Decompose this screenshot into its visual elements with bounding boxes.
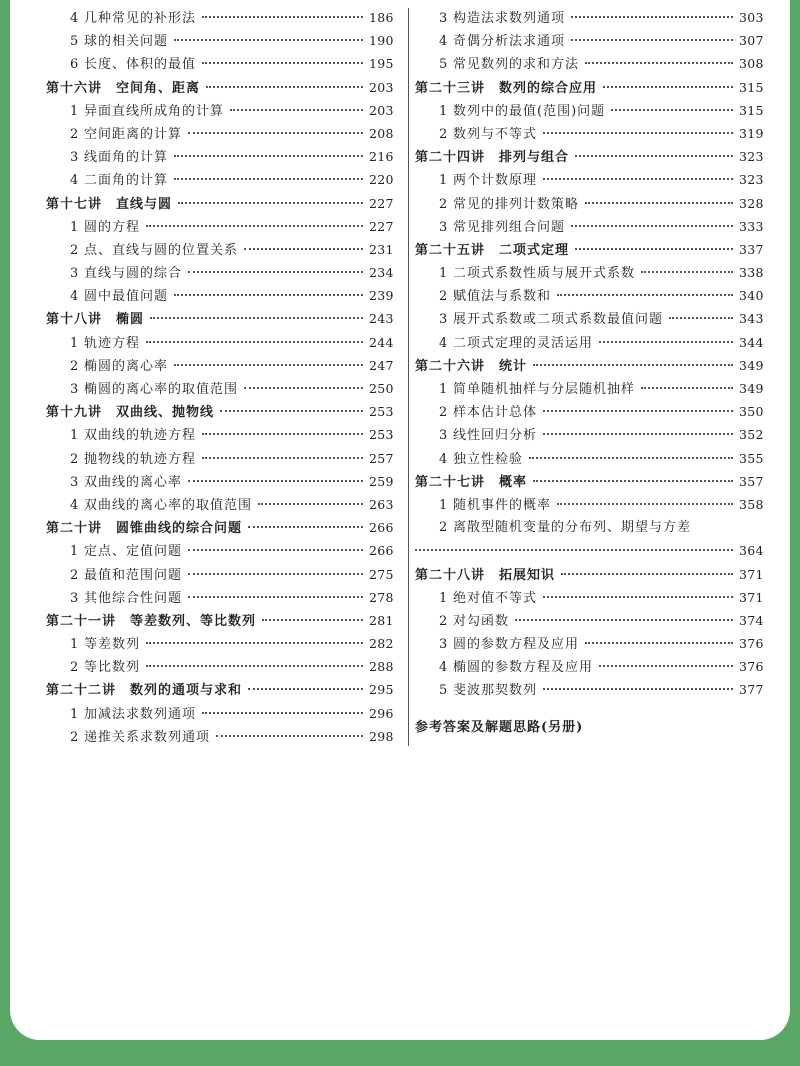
toc-section-entry[interactable] <box>46 331 393 354</box>
section-number: 1 <box>70 335 79 351</box>
dot-leader <box>557 502 733 505</box>
toc-section-entry[interactable] <box>46 168 393 191</box>
dot-leader <box>146 641 363 644</box>
section-title: 异面直线所成角的计算 <box>84 103 225 119</box>
section-number: 1 <box>70 219 79 235</box>
toc-section-entry[interactable] <box>415 99 763 122</box>
page-number: 295 <box>369 682 394 698</box>
section-number: 1 <box>439 266 448 282</box>
page-number: 333 <box>739 218 764 234</box>
page-number: 296 <box>369 705 394 721</box>
page-number: 303 <box>739 10 764 25</box>
toc-section-entry[interactable] <box>46 563 393 586</box>
dot-leader <box>543 687 733 690</box>
toc-section-entry[interactable] <box>415 632 763 655</box>
chapter-title: 第十八讲 椭圆 <box>46 312 145 328</box>
toc-section-entry[interactable] <box>415 284 763 307</box>
page-number: 364 <box>739 543 764 559</box>
toc-section-entry[interactable] <box>46 145 393 168</box>
page-number: 308 <box>739 56 764 72</box>
dot-leader <box>188 131 363 134</box>
dot-leader <box>575 154 733 157</box>
toc-chapter-entry[interactable] <box>46 192 393 215</box>
page-number: 340 <box>739 288 764 304</box>
toc-section-entry[interactable] <box>46 29 393 52</box>
section-number: 2 <box>70 451 79 467</box>
section-number: 1 <box>70 637 79 653</box>
chapter-title: 第十六讲 空间角、距离 <box>46 80 201 96</box>
section-title: 圆的方程 <box>84 219 141 235</box>
toc-section-entry[interactable] <box>415 261 763 284</box>
toc-section-entry[interactable] <box>46 539 393 562</box>
toc-section-entry[interactable] <box>46 725 393 748</box>
section-title: 递推关系求数列通项 <box>84 729 211 745</box>
toc-chapter-entry[interactable] <box>415 470 763 493</box>
section-number: 1 <box>439 173 448 189</box>
toc-section-entry[interactable] <box>415 516 763 539</box>
page-number: 253 <box>369 427 394 443</box>
dot-leader <box>188 548 363 551</box>
section-number: 2 <box>70 660 79 676</box>
page-number: 350 <box>739 404 764 420</box>
toc-section-entry[interactable] <box>415 493 763 516</box>
dot-leader <box>248 525 363 528</box>
dot-leader <box>202 432 363 435</box>
page-number: 307 <box>739 33 764 49</box>
section-title: 常见的排列计数策略 <box>453 196 580 212</box>
page-number: 328 <box>739 195 764 211</box>
dot-leader <box>202 61 363 64</box>
toc-section-entry[interactable] <box>46 284 393 307</box>
dot-leader <box>515 618 733 621</box>
toc-section-entry[interactable] <box>415 400 763 423</box>
section-number: 4 <box>70 173 79 189</box>
section-number: 4 <box>439 34 448 50</box>
dot-leader <box>529 456 733 459</box>
dot-leader <box>641 270 733 273</box>
section-number: 2 <box>70 729 79 745</box>
section-number: 1 <box>70 103 79 119</box>
section-number: 1 <box>439 382 448 397</box>
chapter-title: 第二十八讲 拓展知识 <box>415 567 556 583</box>
dot-leader <box>248 687 363 690</box>
section-title: 轨迹方程 <box>84 335 141 351</box>
section-title: 二项式定理的灵活运用 <box>453 335 594 351</box>
section-number: 2 <box>70 358 79 374</box>
section-number: 5 <box>70 34 79 50</box>
dot-leader <box>146 664 363 667</box>
section-number: 1 <box>70 428 79 444</box>
page-number: 298 <box>369 728 394 744</box>
toc-section-entry[interactable] <box>46 122 393 145</box>
page-number: 266 <box>369 543 394 559</box>
section-title: 线面角的计算 <box>84 150 169 166</box>
dot-leader <box>543 177 733 180</box>
section-title: 加减法求数列通项 <box>84 706 197 722</box>
toc-section-entry[interactable] <box>46 354 393 377</box>
toc-right-column <box>415 6 763 739</box>
page-number: 247 <box>369 357 394 373</box>
toc-section-entry[interactable] <box>415 192 763 215</box>
section-number: 2 <box>70 567 79 583</box>
dot-leader <box>206 85 363 88</box>
dot-leader <box>230 108 363 111</box>
toc-section-entry[interactable] <box>46 586 393 609</box>
page-number: 227 <box>369 195 394 211</box>
dot-leader <box>543 432 733 435</box>
dot-leader <box>571 38 733 41</box>
dot-leader <box>669 316 733 319</box>
toc-chapter-entry[interactable] <box>415 563 763 586</box>
section-title: 随机事件的概率 <box>453 497 552 513</box>
toc-section-entry-continuation[interactable] <box>415 539 763 562</box>
section-title: 定点、定值问题 <box>84 544 183 560</box>
chapter-title: 第二十三讲 数列的综合应用 <box>415 80 598 96</box>
section-title: 数列中的最值(范围)问题 <box>453 103 606 119</box>
dot-leader <box>150 316 363 319</box>
section-title: 椭圆的离心率的取值范围 <box>84 382 239 397</box>
section-number: 3 <box>439 637 448 653</box>
section-title: 空间距离的计算 <box>84 126 183 142</box>
section-title: 奇偶分析法求通项 <box>453 34 566 50</box>
section-number: 3 <box>439 428 448 444</box>
dot-leader <box>220 409 363 412</box>
dot-leader <box>603 85 733 88</box>
dot-leader <box>571 15 733 18</box>
dot-leader <box>557 293 733 296</box>
page-number: 371 <box>739 589 764 605</box>
section-number: 2 <box>439 196 448 212</box>
page-number: 186 <box>369 10 394 25</box>
page-number: 282 <box>369 636 394 652</box>
section-title: 直线与圆的综合 <box>84 266 183 282</box>
section-title: 双曲线的离心率的取值范围 <box>84 497 253 513</box>
dot-leader <box>202 15 363 18</box>
page-number: 259 <box>369 473 394 489</box>
toc-section-entry[interactable] <box>415 655 763 678</box>
section-number: 1 <box>439 103 448 119</box>
chapter-title: 第二十一讲 等差数列、等比数列 <box>46 613 257 629</box>
dot-leader <box>641 386 733 389</box>
section-number: 5 <box>439 683 448 699</box>
page-number: 227 <box>369 218 394 234</box>
toc-section-entry[interactable] <box>46 632 393 655</box>
toc-chapter-entry[interactable] <box>415 354 763 377</box>
dot-leader <box>174 177 363 180</box>
dot-leader <box>585 201 733 204</box>
page-number: 216 <box>369 149 394 165</box>
chapter-title: 第二十二讲 数列的通项与求和 <box>46 683 243 699</box>
page-number: 358 <box>739 496 764 512</box>
toc-section-entry[interactable] <box>415 52 763 75</box>
page-number: 374 <box>739 612 764 628</box>
dot-leader <box>188 572 363 575</box>
section-title: 斐波那契数列 <box>453 683 538 699</box>
toc-section-entry[interactable] <box>46 470 393 493</box>
dot-leader <box>599 340 733 343</box>
section-title: 圆的参数方程及应用 <box>453 637 580 653</box>
toc-chapter-entry[interactable] <box>46 516 393 539</box>
section-number: 2 <box>70 126 79 142</box>
section-number: 3 <box>70 590 79 606</box>
section-title: 双曲线的轨迹方程 <box>84 428 197 444</box>
section-number: 4 <box>70 11 79 26</box>
page-number: 257 <box>369 450 394 466</box>
dot-leader <box>174 154 363 157</box>
dot-leader <box>533 363 733 366</box>
page-number: 323 <box>739 149 764 165</box>
toc-section-entry[interactable] <box>415 307 763 330</box>
page-number: 190 <box>369 33 394 49</box>
chapter-title: 第二十五讲 二项式定理 <box>415 242 570 258</box>
toc-section-entry[interactable] <box>46 377 393 400</box>
toc-section-entry[interactable] <box>415 6 763 29</box>
page-number: 281 <box>369 612 394 628</box>
answer-key-reference[interactable]: 参考答案及解题思路(另册) <box>415 719 584 735</box>
section-title: 展开式系数或二项式系数最值问题 <box>453 312 664 328</box>
dot-leader <box>543 595 733 598</box>
page-number: 357 <box>739 473 764 489</box>
toc-page <box>10 0 790 1040</box>
section-title: 圆中最值问题 <box>84 289 169 305</box>
section-title: 等差数列 <box>84 637 141 653</box>
dot-leader <box>262 618 363 621</box>
toc-section-entry[interactable] <box>46 423 393 446</box>
dot-leader <box>216 734 363 737</box>
toc-section-entry[interactable] <box>415 122 763 145</box>
dot-leader <box>611 108 733 111</box>
page-number: 344 <box>739 334 764 350</box>
section-title: 绝对值不等式 <box>453 590 538 606</box>
section-title: 离散型随机变量的分布列、期望与方差 <box>453 520 692 536</box>
page-number: 371 <box>739 566 764 582</box>
page-number: 319 <box>739 125 764 141</box>
page-number: 203 <box>369 79 394 95</box>
page-number: 244 <box>369 334 394 350</box>
dot-leader <box>146 224 363 227</box>
chapter-title: 第二十讲 圆锥曲线的综合问题 <box>46 521 243 537</box>
toc-section-entry[interactable] <box>415 29 763 52</box>
section-title: 样本估计总体 <box>453 405 538 421</box>
section-number: 3 <box>439 312 448 328</box>
toc-chapter-entry[interactable] <box>46 400 393 423</box>
page-number: 343 <box>739 311 764 327</box>
section-title: 二项式系数性质与展开式系数 <box>453 266 636 282</box>
dot-leader <box>146 340 363 343</box>
toc-chapter-entry[interactable] <box>415 145 763 168</box>
page-number: 208 <box>369 125 394 141</box>
section-title: 球的相关问题 <box>84 34 169 50</box>
section-number: 1 <box>70 544 79 560</box>
dot-leader <box>174 38 363 41</box>
section-number: 1 <box>70 706 79 722</box>
toc-chapter-entry[interactable] <box>46 76 393 99</box>
section-number: 4 <box>439 660 448 676</box>
toc-section-entry[interactable] <box>415 215 763 238</box>
toc-chapter-entry[interactable] <box>46 307 393 330</box>
dot-leader <box>244 247 363 250</box>
page-number: 234 <box>369 265 394 281</box>
dot-leader <box>178 201 363 204</box>
dot-leader <box>188 479 363 482</box>
dot-leader <box>174 363 363 366</box>
toc-chapter-entry[interactable] <box>46 609 393 632</box>
section-title: 长度、体积的最值 <box>84 57 197 73</box>
section-title: 常见数列的求和方法 <box>453 57 580 73</box>
dot-leader <box>258 502 363 505</box>
section-title: 对勾函数 <box>453 613 510 629</box>
dot-leader <box>533 479 733 482</box>
toc-left-column <box>46 6 393 748</box>
page-number: 243 <box>369 311 394 327</box>
toc-section-entry[interactable] <box>46 261 393 284</box>
section-title: 等比数列 <box>84 660 141 676</box>
section-title: 两个计数原理 <box>453 173 538 189</box>
page-number: 349 <box>739 357 764 373</box>
page-number: 220 <box>369 172 394 188</box>
section-title: 几种常见的补形法 <box>84 11 197 26</box>
page-number: 203 <box>369 102 394 118</box>
toc-section-entry[interactable] <box>46 493 393 516</box>
toc-section-entry[interactable] <box>46 702 393 725</box>
column-divider <box>408 8 409 746</box>
page-number: 377 <box>739 682 764 698</box>
dot-leader <box>188 595 363 598</box>
page-number: 376 <box>739 636 764 652</box>
page-number: 315 <box>739 79 764 95</box>
page-number: 355 <box>739 450 764 466</box>
section-number: 2 <box>439 289 448 305</box>
page-number: 266 <box>369 520 394 536</box>
section-number: 3 <box>439 11 448 26</box>
page-number: 352 <box>739 427 764 443</box>
page-number: 376 <box>739 659 764 675</box>
dot-leader <box>543 131 733 134</box>
section-number: 4 <box>70 289 79 305</box>
page-number: 323 <box>739 172 764 188</box>
dot-leader <box>202 711 363 714</box>
section-title: 数列与不等式 <box>453 126 538 142</box>
toc-section-entry[interactable] <box>415 447 763 470</box>
chapter-title: 第二十七讲 概率 <box>415 474 528 490</box>
section-number: 2 <box>439 126 448 142</box>
section-title: 点、直线与圆的位置关系 <box>84 242 239 258</box>
toc-section-entry[interactable] <box>415 678 763 701</box>
section-number: 2 <box>439 613 448 629</box>
section-number: 2 <box>439 520 448 536</box>
section-title: 其他综合性问题 <box>84 590 183 606</box>
section-number: 2 <box>439 405 448 421</box>
dot-leader <box>561 572 733 575</box>
page-number: 337 <box>739 241 764 257</box>
toc-section-entry[interactable] <box>415 168 763 191</box>
toc-chapter-entry[interactable] <box>415 238 763 261</box>
toc-section-entry[interactable] <box>415 331 763 354</box>
dot-leader <box>174 293 363 296</box>
section-title: 二面角的计算 <box>84 173 169 189</box>
section-title: 简单随机抽样与分层随机抽样 <box>453 382 636 397</box>
toc-section-entry[interactable] <box>415 586 763 609</box>
section-number: 4 <box>439 335 448 351</box>
page-number: 263 <box>369 496 394 512</box>
dot-leader <box>415 548 733 551</box>
section-title: 抛物线的轨迹方程 <box>84 451 197 467</box>
section-number: 3 <box>70 474 79 490</box>
toc-chapter-entry[interactable] <box>46 678 393 701</box>
toc-section-entry[interactable] <box>46 447 393 470</box>
chapter-title: 第二十六讲 统计 <box>415 358 528 374</box>
toc-section-entry[interactable] <box>46 238 393 261</box>
page-number: 195 <box>369 56 394 72</box>
section-title: 线性回归分析 <box>453 428 538 444</box>
section-number: 3 <box>70 266 79 282</box>
section-number: 4 <box>439 451 448 467</box>
section-number: 2 <box>70 242 79 258</box>
toc-section-entry[interactable] <box>415 377 763 400</box>
section-title: 双曲线的离心率 <box>84 474 183 490</box>
section-number: 4 <box>70 497 79 513</box>
toc-section-entry[interactable] <box>415 609 763 632</box>
toc-section-entry[interactable] <box>46 99 393 122</box>
section-title: 常见排列组合问题 <box>453 219 566 235</box>
toc-section-entry[interactable] <box>46 52 393 75</box>
section-number: 3 <box>439 219 448 235</box>
dot-leader <box>571 224 733 227</box>
page-number: 239 <box>369 288 394 304</box>
section-number: 1 <box>439 497 448 513</box>
dot-leader <box>575 247 733 250</box>
page-number: 278 <box>369 589 394 605</box>
chapter-title: 第十七讲 直线与圆 <box>46 196 173 212</box>
section-title: 构造法求数列通项 <box>453 11 566 26</box>
page-number: 253 <box>369 404 394 420</box>
toc-section-entry[interactable] <box>46 6 393 29</box>
page-number: 349 <box>739 381 764 396</box>
section-title: 椭圆的离心率 <box>84 358 169 374</box>
section-number: 5 <box>439 57 448 73</box>
page-number: 315 <box>739 102 764 118</box>
dot-leader <box>244 386 363 389</box>
section-number: 3 <box>70 382 79 397</box>
dot-leader <box>202 456 363 459</box>
page-number: 231 <box>369 241 394 257</box>
page-number: 288 <box>369 659 394 675</box>
section-number: 3 <box>70 150 79 166</box>
section-title: 独立性检验 <box>453 451 524 467</box>
dot-leader <box>543 409 733 412</box>
chapter-title: 第二十四讲 排列与组合 <box>415 150 570 166</box>
section-title: 椭圆的参数方程及应用 <box>453 660 594 676</box>
section-title: 最值和范围问题 <box>84 567 183 583</box>
toc-chapter-entry[interactable] <box>415 76 763 99</box>
page-number: 338 <box>739 265 764 281</box>
section-number: 1 <box>439 590 448 606</box>
dot-leader <box>585 61 733 64</box>
dot-leader <box>188 270 363 273</box>
toc-section-entry[interactable] <box>46 215 393 238</box>
dot-leader <box>599 664 733 667</box>
chapter-title: 第十九讲 双曲线、抛物线 <box>46 405 215 421</box>
page-number: 250 <box>369 381 394 396</box>
section-number: 6 <box>70 57 79 73</box>
page-number: 275 <box>369 566 394 582</box>
dot-leader <box>585 641 733 644</box>
toc-section-entry[interactable] <box>415 423 763 446</box>
section-title: 赋值法与系数和 <box>453 289 552 305</box>
toc-section-entry[interactable] <box>46 655 393 678</box>
